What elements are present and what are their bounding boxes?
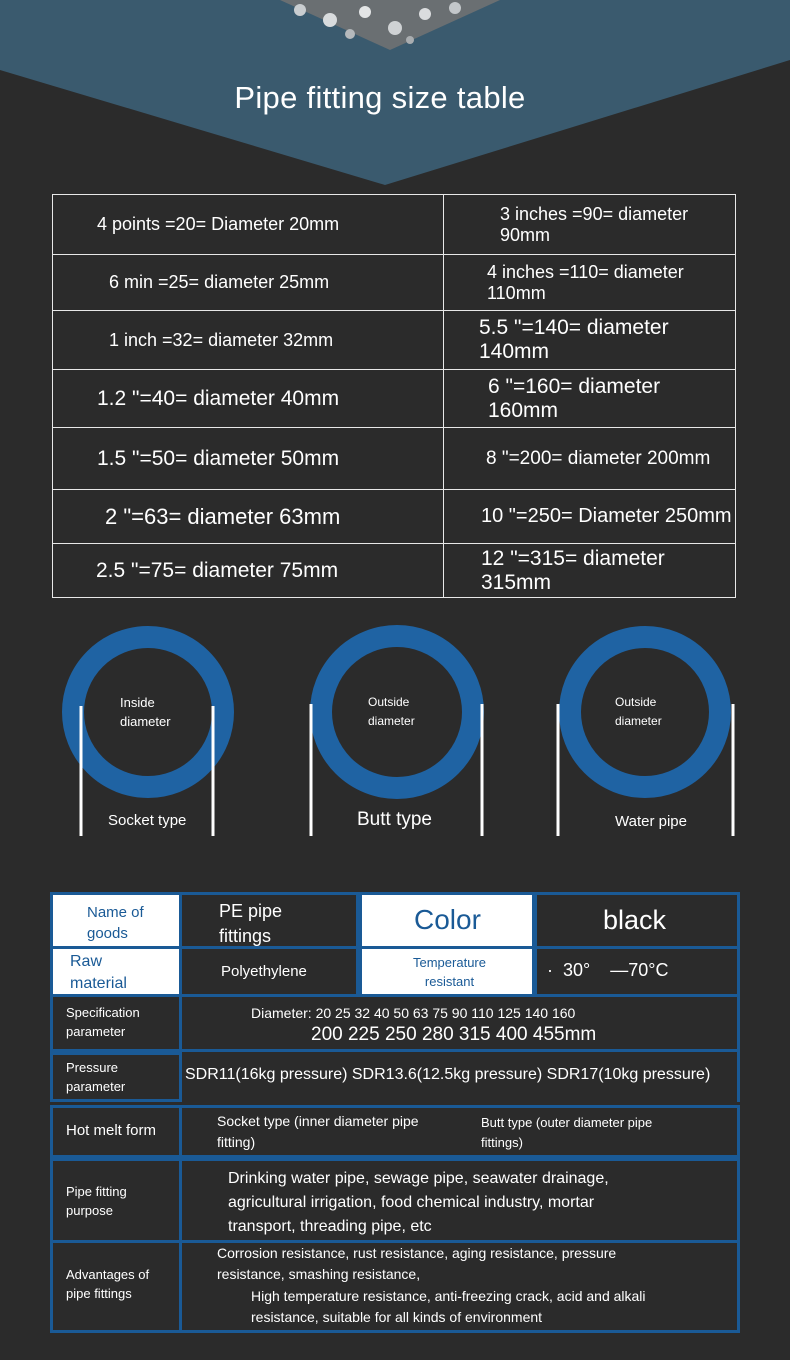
purpose-label-line: purpose: [66, 1203, 113, 1218]
raw-value: Polyethylene: [221, 963, 307, 980]
size-cell-right: 10 "=250= Diameter 250mm: [444, 490, 736, 544]
name-value-line: fittings: [219, 926, 272, 946]
diagram-caption: Socket type: [108, 812, 187, 829]
spec-label-line: Specification: [66, 1005, 140, 1020]
raw-label-line: material: [70, 975, 127, 992]
size-cell-left: 4 points =20= Diameter 20mm: [53, 195, 444, 255]
diagram-caption: Water pipe: [615, 813, 687, 830]
size-cell-left: 2 "=63= diameter 63mm: [53, 490, 444, 544]
size-cell-right: 3 inches =90= diameter 90mm: [444, 195, 736, 255]
table-row: [53, 490, 736, 544]
color-label: Color: [414, 904, 481, 935]
size-cell-left: 2.5 "=75= diameter 75mm: [53, 544, 444, 598]
temp-value: [547, 960, 668, 981]
color-label-cell: [359, 892, 535, 949]
hotmelt-butt-line: fittings): [481, 1135, 523, 1150]
pressure-value-cell: [179, 1052, 740, 1102]
table-row: [53, 544, 736, 598]
diagram-inner-label: [120, 693, 171, 731]
hotmelt-label-cell: [50, 1105, 182, 1158]
purpose-line: transport, threading pipe, etc: [228, 1218, 432, 1235]
name-value-cell: [179, 892, 359, 949]
temp-label: [413, 953, 486, 991]
advantages-block-1: [217, 1243, 616, 1285]
hotmelt-value-cell: [179, 1105, 740, 1158]
spec-label-line: parameter: [66, 1024, 126, 1039]
diagram-inner-label-line: diameter: [120, 714, 171, 729]
size-cell-right: 12 "=315= diameter 315mm: [444, 544, 736, 598]
purpose-line: agricultural irrigation, food chemical industry, mortar: [228, 1194, 595, 1211]
diagram-inner-label: [615, 693, 662, 731]
hotmelt-socket-line: fitting): [217, 1134, 256, 1150]
pressure-label-cell: [50, 1052, 182, 1102]
header-banner: [0, 0, 790, 190]
spec-label-cell: [50, 994, 182, 1052]
advantages-label-line: Advantages of: [66, 1267, 150, 1282]
hotmelt-butt-line: Butt type (outer diameter pipe: [481, 1115, 653, 1130]
temp-label-cell: [359, 946, 535, 997]
advantages-label: [66, 1265, 149, 1303]
advantages-line: Corrosion resistance, rust resistance, aging resistance, pressure: [217, 1245, 617, 1261]
diagram-inner-label-line: diameter: [368, 714, 415, 728]
table-row: [53, 370, 736, 428]
purpose-label-line: Pipe fitting: [66, 1184, 127, 1199]
diagram-inner-label-line: diameter: [615, 714, 662, 728]
spec-value-cell: [179, 994, 740, 1052]
pressure-label: [66, 1058, 125, 1096]
pressure-label-line: parameter: [66, 1079, 126, 1094]
purpose-value: [228, 1167, 609, 1239]
temp-label-line: resistant: [424, 974, 475, 989]
size-cell-right: 8 "=200= diameter 200mm: [444, 428, 736, 490]
advantages-block-2: [251, 1286, 646, 1328]
diagram-inner-label-line: Outside: [368, 695, 410, 709]
spec-value-line1: Diameter: 20 25 32 40 50 63 75 90 110 125 140 160: [251, 1005, 576, 1021]
spec-table: [50, 892, 740, 1335]
diagram-inner-label-line: Inside: [120, 695, 155, 710]
temp-value-cell: [534, 946, 740, 997]
raw-label: [70, 951, 127, 995]
name-label-line: goods: [87, 925, 128, 942]
page-title: Pipe fitting size table: [234, 80, 526, 115]
color-value-cell: [534, 892, 740, 949]
advantages-line: resistance, smashing resistance,: [217, 1266, 421, 1282]
name-label-line: Name of: [87, 904, 144, 921]
hotmelt-label: Hot melt form: [66, 1122, 157, 1139]
temp-label-line: Temperature: [413, 955, 486, 970]
purpose-value-cell: [179, 1158, 740, 1243]
advantages-label-cell: [50, 1240, 182, 1333]
table-row: [53, 195, 736, 255]
advantages-line: resistance, suitable for all kinds of environment: [251, 1309, 543, 1325]
diagram-inner-label: [368, 693, 415, 731]
name-value-line: PE pipe: [219, 901, 283, 921]
size-table: [52, 194, 736, 598]
advantages-line: High temperature resistance, anti-freezing crack, acid and alkali: [251, 1288, 646, 1304]
purpose-label-cell: [50, 1158, 182, 1243]
diagram-caption: Butt type: [357, 809, 432, 830]
hotmelt-butt: [481, 1113, 652, 1153]
diagram-inner-label-line: Outside: [615, 695, 657, 709]
color-value: black: [603, 905, 667, 935]
spec-label: [66, 1003, 140, 1041]
temp-value-dot: ·: [547, 960, 553, 980]
temp-value-range: 30° —70°C: [563, 960, 669, 980]
purpose-line: Drinking water pipe, sewage pipe, seawater drainage,: [228, 1170, 609, 1187]
name-label: [87, 902, 144, 944]
pressure-label-line: Pressure: [66, 1060, 119, 1075]
advantages-label-line: pipe fittings: [66, 1286, 132, 1301]
size-cell-left: 1 inch =32= diameter 32mm: [53, 311, 444, 370]
table-row: [53, 311, 736, 370]
table-row: [53, 255, 736, 311]
name-value: [219, 899, 282, 949]
size-cell-left: 1.2 "=40= diameter 40mm: [53, 370, 444, 428]
pipe-diagrams: [0, 620, 790, 850]
hotmelt-socket: [217, 1111, 419, 1153]
size-cell-left: 1.5 "=50= diameter 50mm: [53, 428, 444, 490]
size-cell-right: 6 "=160= diameter 160mm: [444, 370, 736, 428]
name-label-cell: [50, 892, 182, 949]
size-cell-left: 6 min =25= diameter 25mm: [53, 255, 444, 311]
purpose-label: [66, 1182, 127, 1220]
raw-value-cell: [179, 946, 359, 997]
table-row: [53, 428, 736, 490]
raw-label-line: Raw: [70, 953, 103, 970]
raw-label-cell: [50, 946, 182, 997]
hotmelt-socket-line: Socket type (inner diameter pipe: [217, 1113, 419, 1129]
spec-value-line2: 200 225 250 280 315 400 455mm: [311, 1024, 597, 1045]
size-cell-right: 5.5 "=140= diameter 140mm: [444, 311, 736, 370]
advantages-value-cell: [179, 1240, 740, 1333]
size-cell-right: 4 inches =110= diameter 110mm: [444, 255, 736, 311]
pressure-value: SDR11(16kg pressure) SDR13.6(12.5kg pressure) SDR17(10kg pressure): [185, 1066, 711, 1083]
